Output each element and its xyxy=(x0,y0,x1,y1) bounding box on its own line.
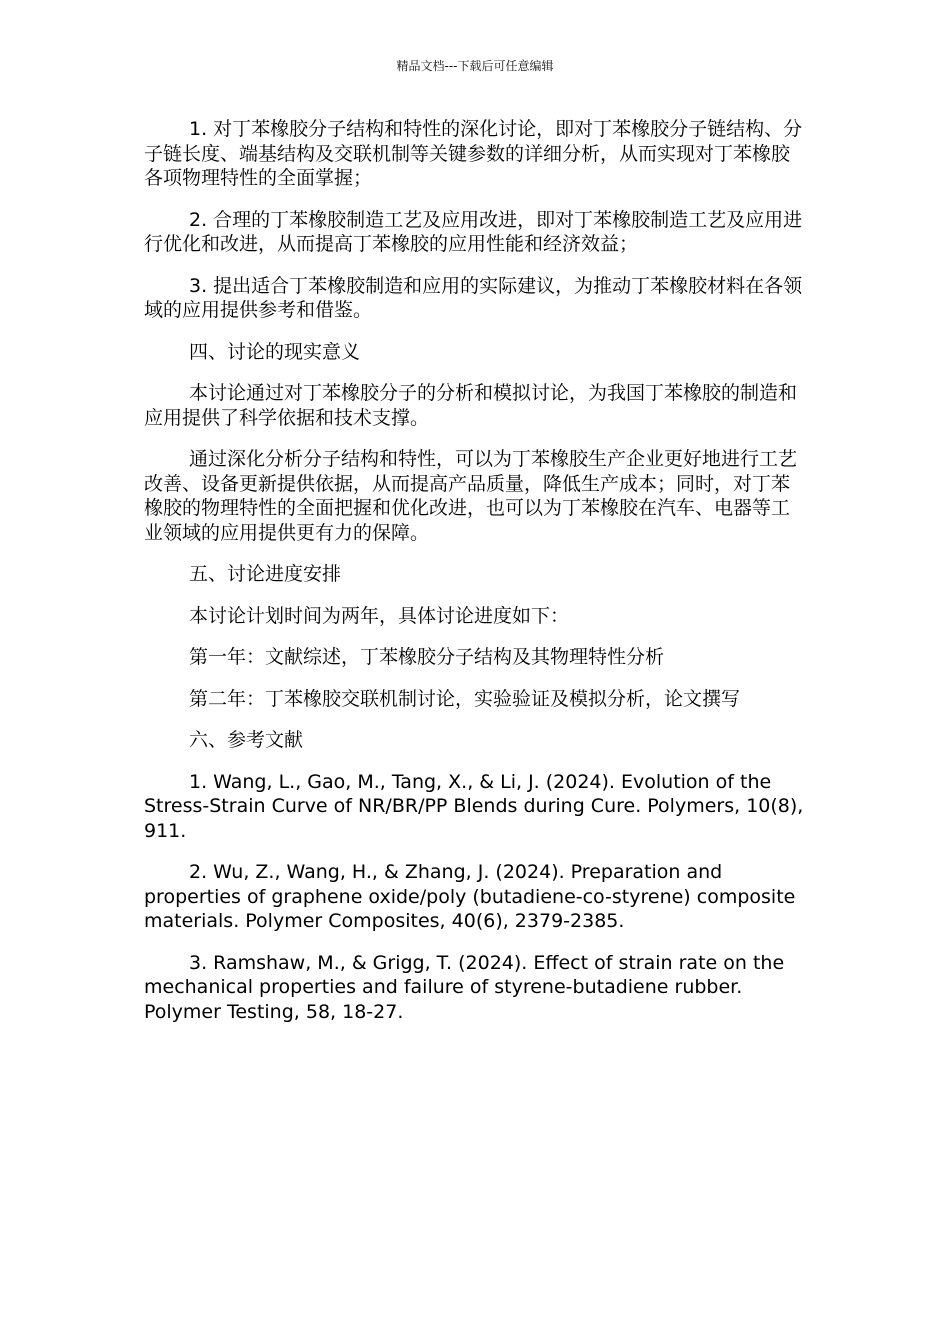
reference-item-3: 3. Ramshaw, M., & Grigg, T. (2024). Effect of strain rate on the mechanical properties and failure of styrene-butadiene rubber. Polymer Testing, 58, 18-27. xyxy=(144,951,785,1023)
section-heading-schedule: 五、讨论进度安排 xyxy=(189,563,342,585)
schedule-year-1: 第一年：文献综述，丁苯橡胶分子结构及其物理特性分析 xyxy=(189,646,665,668)
significance-paragraph-1: 本讨论通过对丁苯橡胶分子的分析和模拟讨论，为我国丁苯橡胶的制造和应用提供了科学依据和技术支撑。 xyxy=(144,382,798,429)
section-heading-references: 六、参考文献 xyxy=(189,729,304,751)
objective-item-1: 1. 对丁苯橡胶分子结构和特性的深化讨论，即对丁苯橡胶分子链结构、分子链长度、端基结构及交联机制等关键参数的详细分析，从而实现对丁苯橡胶各项物理特性的全面掌握； xyxy=(144,118,803,189)
reference-item-1: 1. Wang, L., Gao, M., Tang, X., & Li, J. (2024). Evolution of the Stress-Strain Curve of NR/BR/PP Blends during Cure. Polymers, 10(8), 911. xyxy=(144,770,804,842)
schedule-intro: 本讨论计划时间为两年，具体讨论进度如下： xyxy=(189,604,570,627)
objective-item-3: 3. 提出适合丁苯橡胶制造和应用的实际建议，为推动丁苯橡胶材料在各领域的应用提供参考和借鉴。 xyxy=(144,274,803,321)
page-header: 精品文档---下载后可任意编辑 xyxy=(396,59,554,73)
reference-item-2: 2. Wu, Z., Wang, H., & Zhang, J. (2024). Preparation and properties of graphene oxide/poly (butadiene-co-styrene) composite materials. Polymer Composites, 40(6), 2379-2385. xyxy=(144,861,796,932)
significance-paragraph-2: 通过深化分析分子结构和特性，可以为丁苯橡胶生产企业更好地进行工艺改善、设备更新提供依据，从而提高产品质量，降低生产成本；同时，对丁苯橡胶的物理特性的全面把握和优化改进，也可以为丁苯橡胶在汽车、电器等工业领域的应用提供更有力的保障。 xyxy=(144,448,798,544)
section-heading-significance: 四、讨论的现实意义 xyxy=(189,340,361,363)
schedule-year-2: 第二年：丁苯橡胶交联机制讨论，实验验证及模拟分析，论文撰写 xyxy=(189,687,741,710)
document-body xyxy=(144,117,806,1041)
objective-item-2: 2. 合理的丁苯橡胶制造工艺及应用改进，即对丁苯橡胶制造工艺及应用进行优化和改进，从而提高丁苯橡胶的应用性能和经济效益； xyxy=(144,208,803,255)
